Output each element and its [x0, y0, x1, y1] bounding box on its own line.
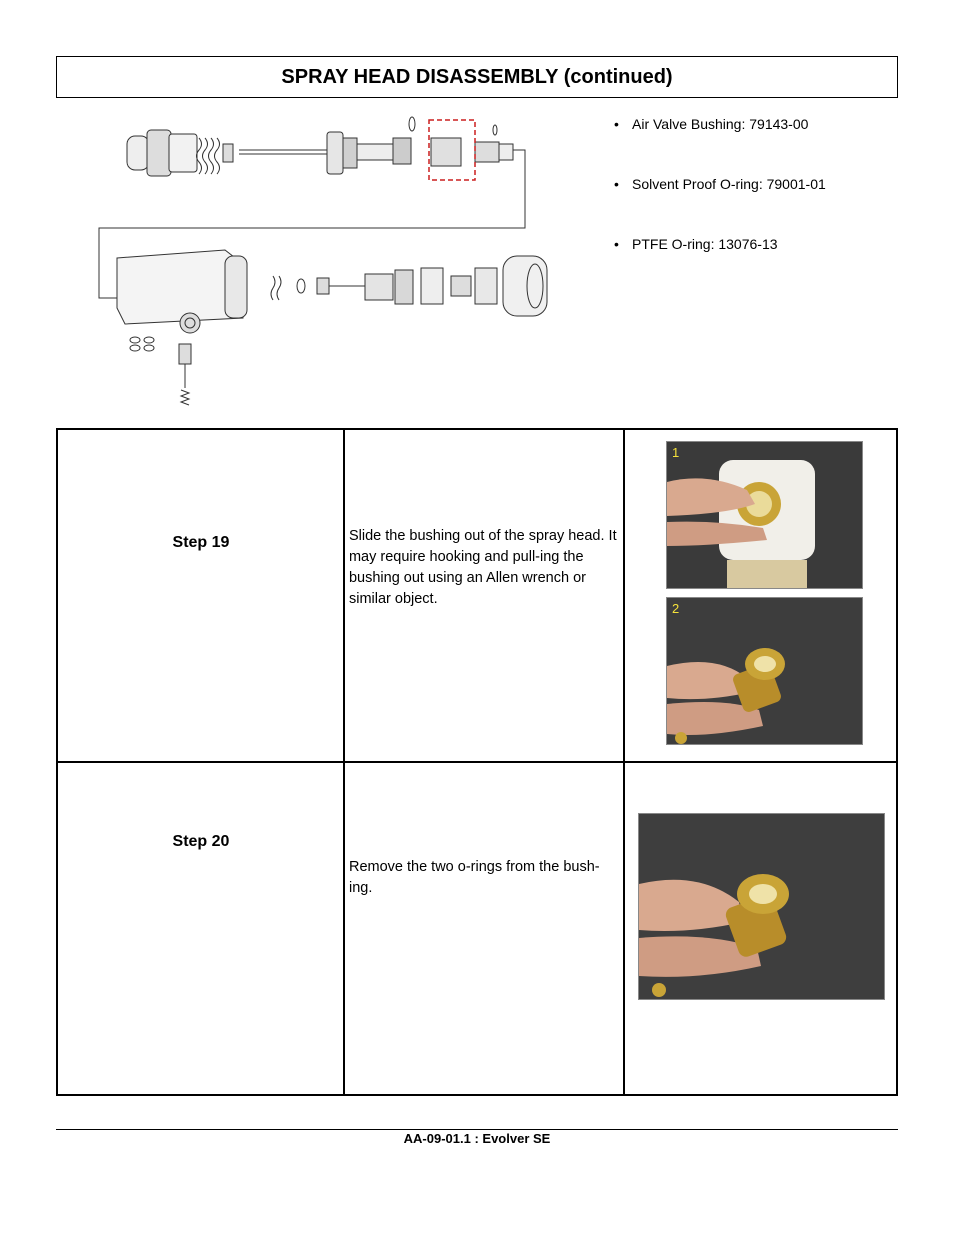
- step-text-cell: [344, 762, 624, 1095]
- photo-orings-on-bushing: [638, 813, 885, 1000]
- step-text: Remove the two o-rings from the bush-ing.: [348, 859, 600, 896]
- step-row: [57, 429, 897, 762]
- photo-bushing-in-hand: [666, 597, 863, 745]
- parts-list-item: • Solvent Proof O-ring: 79001-01: [614, 176, 914, 192]
- parts-list: [614, 116, 914, 296]
- steps-table: [56, 428, 898, 1096]
- page-title: SPRAY HEAD DISASSEMBLY (continued): [281, 65, 673, 88]
- parts-list-item: • Air Valve Bushing: 79143-00: [614, 116, 914, 132]
- step-photo-cell: [624, 762, 897, 1095]
- step-label-cell: [57, 762, 344, 1095]
- photo-number: 2: [671, 601, 680, 616]
- step-label: Step 20: [172, 833, 230, 850]
- step-text-cell: [344, 429, 624, 762]
- footer-divider: [56, 1129, 898, 1130]
- page-title-box: [56, 56, 898, 98]
- step-label-cell: [57, 429, 344, 762]
- step-label: Step 19: [172, 534, 230, 551]
- parts-list-item: • PTFE O-ring: 13076-13: [614, 236, 914, 252]
- step-photo-cell: [624, 429, 897, 762]
- step-text: Slide the bushing out of the spray head. It may require hooking and pull-ing the bushing out using an Allen wrench or similar object.: [348, 528, 617, 607]
- step-row: [57, 762, 897, 1095]
- photo-number: 1: [671, 445, 680, 460]
- exploded-diagram: [95, 108, 565, 418]
- photo-bushing-removal: [666, 441, 863, 589]
- footer-doc-id: AA-09-01.1 : Evolver SE: [403, 1131, 551, 1146]
